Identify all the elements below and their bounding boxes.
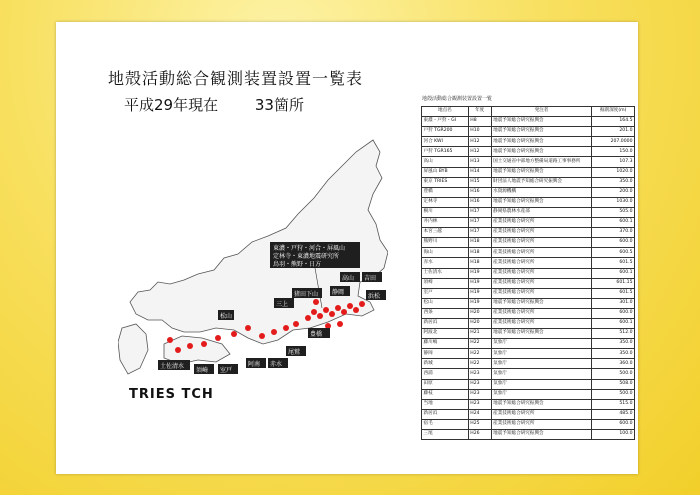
observation-dot[interactable] — [323, 307, 329, 313]
cell-client: 地震予知総合研究振興会 — [491, 329, 592, 339]
cell-site: 西条 — [422, 308, 469, 318]
cell-year: H14 — [468, 167, 491, 177]
cell-site: 定林寺 — [422, 197, 469, 207]
cell-depth: 508.0 — [592, 379, 635, 389]
label-ushi: 三上 — [276, 301, 289, 308]
page-title: 地殻活動総合観測装置設置一覧表 — [108, 69, 364, 88]
table-row — [422, 177, 635, 187]
cell-client: 産業技術総合研究所 — [491, 288, 592, 298]
table-row — [422, 258, 635, 268]
cell-site: 熊野川 — [422, 238, 469, 248]
cell-site: 豊橋 — [422, 187, 469, 197]
cell-client: 気象庁 — [491, 369, 592, 379]
table-caption: 地殻活動総合観測装置設置一覧 — [422, 96, 493, 102]
table-row — [422, 339, 635, 349]
cell-year: H18 — [468, 258, 491, 268]
label-kochi: 阿南 — [248, 361, 261, 368]
table-row — [422, 197, 635, 207]
table-row — [422, 278, 635, 288]
cell-site: 戸狩 TGR200 — [422, 127, 469, 137]
observation-dot[interactable] — [271, 329, 277, 335]
table-row — [422, 419, 635, 429]
cell-client: 地震予知総合研究振興会 — [491, 430, 592, 440]
cell-client: 気象庁 — [491, 379, 592, 389]
cell-depth: 100.0 — [592, 430, 635, 440]
cell-site: 新城 — [422, 359, 469, 369]
cell-client: 地震予知総合研究振興会 — [491, 117, 592, 127]
cell-year: H21 — [468, 329, 491, 339]
observation-dot[interactable] — [305, 315, 311, 321]
cell-site: 土佐清水 — [422, 268, 469, 278]
table-row — [422, 379, 635, 389]
cell-year: H16 — [468, 187, 491, 197]
cell-year: H17 — [468, 218, 491, 228]
table-row — [422, 207, 635, 217]
table-row — [422, 238, 635, 248]
cell-site: 田原 — [422, 379, 469, 389]
table-row — [422, 329, 635, 339]
label-region-2: 定林寺・東濃地震研究所 — [273, 253, 340, 260]
cell-site: 赤水 — [422, 258, 469, 268]
observation-dot[interactable] — [329, 311, 335, 317]
cell-depth: 301.0 — [592, 298, 635, 308]
cell-year: H19 — [468, 288, 491, 298]
header-client: 発注者 — [491, 107, 592, 117]
observation-dot[interactable] — [341, 309, 347, 315]
cell-site: 須崎 — [422, 278, 469, 288]
cell-site: 三尾 — [422, 430, 469, 440]
cell-client: 地震予知総合研究振興会 — [491, 137, 592, 147]
cell-site: 室戸 — [422, 288, 469, 298]
cell-year: H12 — [468, 137, 491, 147]
cell-client: 地震予知総合研究振興会 — [491, 147, 592, 157]
observation-dot[interactable] — [201, 341, 207, 347]
cell-year: H23 — [468, 399, 491, 409]
cell-client: 気象庁 — [491, 349, 592, 359]
label-akamizu: 赤水 — [270, 361, 283, 368]
cell-year: H24 — [468, 409, 491, 419]
table-row — [422, 218, 635, 228]
cell-client: 産業技術総合研究所 — [491, 409, 592, 419]
cell-client: 静岡県農林水産部 — [491, 207, 592, 217]
cell-year: H15 — [468, 177, 491, 187]
observation-dot[interactable] — [293, 321, 299, 327]
cell-depth: 350.0 — [592, 339, 635, 349]
table-row — [422, 359, 635, 369]
observation-dot[interactable] — [215, 335, 221, 341]
cell-client: 水資源機構 — [491, 187, 592, 197]
cell-depth: 600.1 — [592, 268, 635, 278]
cell-depth: 600.5 — [592, 248, 635, 258]
cell-client: 産業技術総合研究所 — [491, 228, 592, 238]
cell-client: 気象庁 — [491, 339, 592, 349]
cell-year: H13 — [468, 157, 491, 167]
observation-dot[interactable] — [245, 325, 251, 331]
cell-site: 東京 TRIES — [422, 177, 469, 187]
cell-year: H22 — [468, 339, 491, 349]
cell-year: H12 — [468, 147, 491, 157]
label-muroto: 室戸 — [220, 367, 233, 374]
observation-dot[interactable] — [259, 333, 265, 339]
cell-client: 産業技術総合研究所 — [491, 308, 592, 318]
table-row — [422, 409, 635, 419]
cell-depth: 164.5 — [592, 117, 635, 127]
cell-site: 新居浜 — [422, 318, 469, 328]
cell-depth: 370.0 — [592, 228, 635, 238]
cell-site: 静岡 — [422, 349, 469, 359]
table-row — [422, 308, 635, 318]
cell-year: H18 — [468, 248, 491, 258]
cell-site: 高山 — [422, 157, 469, 167]
cell-depth: 601.5 — [592, 288, 635, 298]
table-row — [422, 167, 635, 177]
observation-dot[interactable] — [359, 301, 365, 307]
cell-site: 新居浜 — [422, 409, 469, 419]
cell-depth: 360.0 — [592, 359, 635, 369]
cell-year: H17 — [468, 228, 491, 238]
cell-client: 財団法人地震予知総合研究振興会 — [491, 177, 592, 187]
table-row — [422, 288, 635, 298]
cell-client: 産業技術総合研究所 — [491, 258, 592, 268]
observation-dot[interactable] — [167, 337, 173, 343]
brand-mark: TRIES TCH — [129, 387, 214, 402]
label-tosashimizu: 土佐清水 — [160, 363, 185, 370]
table-header-row — [422, 107, 635, 117]
cell-site: 当地 — [422, 399, 469, 409]
table-row — [422, 187, 635, 197]
cell-year: H26 — [468, 430, 491, 440]
cell-year: H19 — [468, 278, 491, 288]
cell-depth: 600.0 — [592, 238, 635, 248]
table-row — [422, 318, 635, 328]
observation-dot[interactable] — [313, 299, 319, 305]
table-row — [422, 430, 635, 440]
observation-dot[interactable] — [187, 343, 193, 349]
cell-site: 松山 — [422, 298, 469, 308]
cell-year: H19 — [468, 268, 491, 278]
cell-depth: 600.0 — [592, 308, 635, 318]
table-row — [422, 298, 635, 308]
cell-depth: 200.0 — [592, 187, 635, 197]
cell-year: H20 — [468, 318, 491, 328]
label-takayama: 高山 — [342, 275, 355, 282]
cell-client: 産業技術総合研究所 — [491, 278, 592, 288]
table-row — [422, 389, 635, 399]
subtitle-date: 平成29年現在 — [124, 96, 219, 114]
label-hamamatsu: 浜松 — [368, 293, 381, 300]
header-site: 地点名 — [422, 107, 469, 117]
observation-dot[interactable] — [335, 305, 341, 311]
cell-depth: 512.0 — [592, 329, 635, 339]
observation-dot[interactable] — [353, 307, 359, 313]
observation-dot[interactable] — [311, 309, 317, 315]
label-sukumo: 須崎 — [196, 367, 209, 374]
cell-client: 地震予知総合研究振興会 — [491, 197, 592, 207]
cell-depth: 515.0 — [592, 399, 635, 409]
label-hotosaki: 豊橋 — [310, 331, 323, 338]
subtitle-count: 33箇所 — [254, 96, 304, 114]
table-row — [422, 228, 635, 238]
cell-client: 気象庁 — [491, 389, 592, 399]
cell-depth: 201.0 — [592, 127, 635, 137]
cell-client: 産業技術総合研究所 — [491, 318, 592, 328]
document-sheet — [56, 22, 638, 474]
observation-dot[interactable] — [347, 303, 353, 309]
cell-year: H22 — [468, 359, 491, 369]
cell-depth: 600.1 — [592, 318, 635, 328]
cell-depth: 601.15 — [592, 278, 635, 288]
table-row — [422, 268, 635, 278]
cell-depth: 150.0 — [592, 147, 635, 157]
cell-client: 産業技術総合研究所 — [491, 419, 592, 429]
cell-site: 西浦 — [422, 369, 469, 379]
observation-dot[interactable] — [317, 313, 323, 319]
table-row — [422, 127, 635, 137]
cell-depth: 601.5 — [592, 258, 635, 268]
page-subtitle — [124, 94, 304, 115]
table-row — [422, 248, 635, 258]
cell-year: H19 — [468, 298, 491, 308]
cell-depth: 500.0 — [592, 369, 635, 379]
cell-client: 国土交通省中部地方整備局道路工事事務所 — [491, 157, 592, 167]
cell-site: 屏風山 BYB — [422, 167, 469, 177]
kyushu-outline — [118, 324, 148, 374]
label-region-1: 東濃・戸狩・河合・屏風山 — [273, 245, 346, 252]
cell-depth: 500.0 — [592, 389, 635, 399]
cell-client: 地震予知総合研究振興会 — [491, 167, 592, 177]
label-owase: 尾鷲 — [288, 349, 301, 356]
header-depth: 掘削深度(m) — [592, 107, 635, 117]
observation-dot[interactable] — [175, 347, 181, 353]
table-row — [422, 117, 635, 127]
shikoku-outline — [164, 336, 230, 364]
label-shizuoka: 静岡 — [332, 289, 345, 296]
cell-client: 産業技術総合研究所 — [491, 218, 592, 228]
cell-depth: 207.0000 — [592, 137, 635, 147]
table-row — [422, 157, 635, 167]
cell-site: 戸狩 TGR165 — [422, 147, 469, 157]
cell-depth: 1030.0 — [592, 197, 635, 207]
cell-site: 宿毛 — [422, 419, 469, 429]
cell-year: H23 — [468, 389, 491, 399]
cell-site: 桐川 — [422, 207, 469, 217]
cell-depth: 350.0 — [592, 349, 635, 359]
table-row — [422, 349, 635, 359]
cell-depth: 600.1 — [592, 218, 635, 228]
cell-year: H20 — [468, 308, 491, 318]
cell-client: 地震予知総合研究振興会 — [491, 127, 592, 137]
cell-site: 井内林 — [422, 218, 469, 228]
observation-dot[interactable] — [231, 331, 237, 337]
observation-dot[interactable] — [283, 325, 289, 331]
cell-depth: 107.3 — [592, 157, 635, 167]
cell-year: H8 — [468, 117, 491, 127]
table-row — [422, 369, 635, 379]
cell-year: H18 — [468, 238, 491, 248]
header-year: 年度 — [468, 107, 491, 117]
table-row — [422, 147, 635, 157]
japan-map — [118, 132, 388, 377]
cell-depth: 485.0 — [592, 409, 635, 419]
label-yoshida: 吉田 — [364, 275, 377, 282]
cell-year: H17 — [468, 207, 491, 217]
cell-site: 阿波北 — [422, 329, 469, 339]
table-body — [422, 117, 635, 440]
cell-client: 気象庁 — [491, 359, 592, 369]
cell-client: 地震予知総合研究振興会 — [491, 399, 592, 409]
cell-site: 本宮三越 — [422, 228, 469, 238]
cell-site: 海山 — [422, 248, 469, 258]
cell-site: 河合 KWI — [422, 137, 469, 147]
label-matsuyama: 松山 — [220, 313, 233, 320]
table-row — [422, 399, 635, 409]
cell-site: 東濃・戸狩・GI — [422, 117, 469, 127]
cell-client: 産業技術総合研究所 — [491, 238, 592, 248]
cell-depth: 350.0 — [592, 177, 635, 187]
cell-client: 産業技術総合研究所 — [491, 268, 592, 278]
cell-year: H23 — [468, 369, 491, 379]
cell-site: 藤枝 — [422, 389, 469, 399]
cell-site: 藤川嶋 — [422, 339, 469, 349]
cell-year: H25 — [468, 419, 491, 429]
installation-table — [421, 106, 635, 440]
cell-depth: 1020.0 — [592, 167, 635, 177]
cell-year: H10 — [468, 127, 491, 137]
cell-client: 産業技術総合研究所 — [491, 248, 592, 258]
cell-depth: 505.0 — [592, 207, 635, 217]
cell-year: H22 — [468, 349, 491, 359]
cell-depth: 600.0 — [592, 419, 635, 429]
observation-dot[interactable] — [337, 321, 343, 327]
label-chubu: 猪田下山 — [294, 291, 319, 298]
cell-year: H16 — [468, 197, 491, 207]
label-region-3: 鳥羽・熊野・日方 — [273, 261, 322, 268]
cell-client: 地震予知総合研究振興会 — [491, 298, 592, 308]
cell-year: H23 — [468, 379, 491, 389]
table-row — [422, 137, 635, 147]
